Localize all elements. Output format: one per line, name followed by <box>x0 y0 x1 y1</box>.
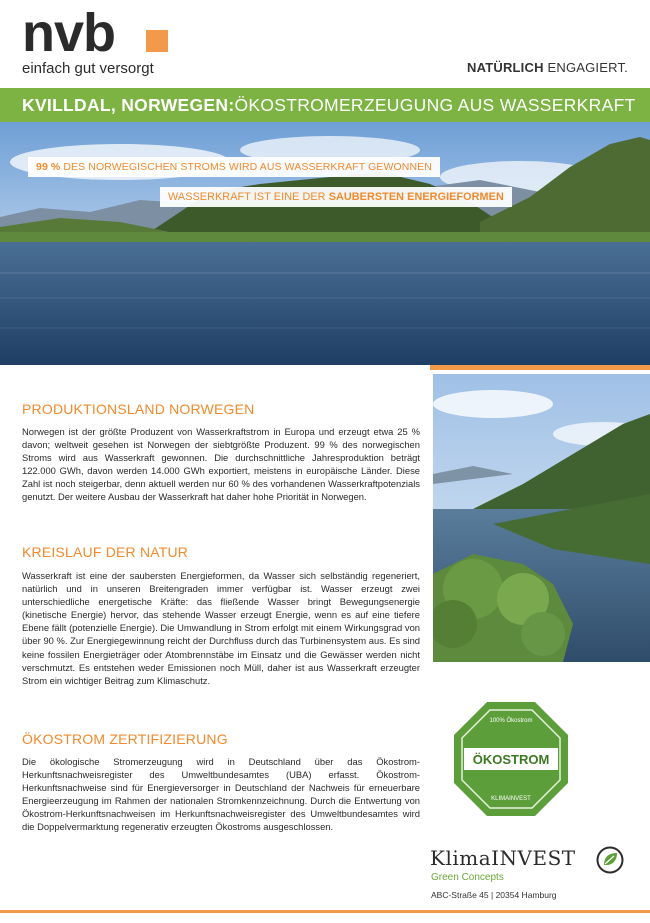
section-body-production: Norwegen ist der größte Produzent von Wasserkraftstrom in Europa und erzeugt etwa 25 % davon; weltweit gesehen ist Norwegen der siebtgrößte Produzent. 99 % des norwegischen Stroms wird aus Wasserkraft gewonnen. Die durchschnittliche Jahresproduktion beträgt 122.000 GWh, davon werden 14.000 GWh exportiert, meistens in europäische Länder. Diese Zahl ist noch steigerbar, denn aktuell werden nur 60 % des vorhandenen Wasserkraftpotenzials genutzt. Der weitere Ausbau der Wasserkraft hat daher hohe Priorität in Norwegen. <box>22 426 420 503</box>
callout-hydro-share <box>28 157 440 177</box>
title-band <box>0 88 650 122</box>
section-title-production: PRODUKTIONSLAND NORWEGEN <box>22 401 255 417</box>
callout-hydro-share-bold: 99 % <box>36 161 61 173</box>
callout-hydro-share-text: DES NORWEGISCHEN STROMS WIRD AUS WASSERKRAFT GEWONNEN <box>60 161 432 173</box>
nvb-logo: nvb <box>22 3 116 63</box>
klimainvest-address: ABC-Straße 45 | 20354 Hamburg <box>431 890 557 900</box>
seal-top-text: 100% Ökostrom <box>489 718 533 724</box>
section-title-nature-cycle: KREISLAUF DER NATUR <box>22 544 189 560</box>
section-title-certification: ÖKOSTROM ZERTIFIZIERUNG <box>22 731 228 747</box>
callout-cleanest-energy-bold: SAUBERSTEN ENERGIEFORMEN <box>328 191 504 203</box>
orange-separator <box>430 365 650 370</box>
lake-illustration <box>433 374 650 662</box>
callout-cleanest-energy <box>160 187 512 207</box>
title-subject: ÖKOSTROMERZEUGUNG AUS WASSERKRAFT <box>234 94 636 115</box>
klimainvest-sub: Green Concepts <box>431 872 504 883</box>
oekostrom-seal <box>452 700 570 818</box>
logo-square-icon <box>146 30 168 52</box>
title-place: KVILLDAL, NORWEGEN: <box>22 94 235 115</box>
seal-bottom-text: KLIMAINVEST <box>491 796 531 802</box>
engaged-rest: ENGAGIERT. <box>543 60 628 75</box>
engaged-slogan <box>467 60 628 75</box>
section-body-certification: Die ökologische Stromerzeugung wird in Deutschland über das Ökostrom-Herkunftsnachweisregister des Umweltbundesamtes (UBA) erfasst. Ökostrom-Herkunftsnachweise sind für Energieversorger in Deutschland der Nachweis für erneuerbare Energieerzeugung im Rahmen der nationalen Stromkennzeichnung. Durch die Entwertung von Ökostrom-Herkunftsnachweisen im Herkunftsnachweisregister des Umweltbundesamtes wird die Doppelvermarktung regenerativ erzeugten Ökostroms ausgeschlossen. <box>22 756 420 833</box>
seal-octagon-icon <box>452 700 570 818</box>
engaged-bold: NATÜRLICH <box>467 60 544 75</box>
seal-label: ÖKOSTROM <box>472 752 550 767</box>
callout-cleanest-energy-text: WASSERKRAFT IST EINE DER <box>168 191 329 203</box>
klimainvest-leaf-icon <box>596 846 624 874</box>
side-lake-photo <box>433 374 650 662</box>
bottom-orange-line <box>0 910 650 913</box>
klimainvest-name: KlimaINVEST <box>430 846 576 870</box>
section-body-nature-cycle: Wasserkraft ist eine der saubersten Energieformen, da Wasser sich selbständig regeneriert, natürlich und in unseren Breitengraden immer verfügbar ist. Wasser erzeugt zwei unterschiedliche energetische Kräfte: das fließende Wasser bringt Bewegungsenergie (kinetische Energie) hervor, das stehende Wasser erzeugt Energie, wenn es auf eine tiefere Ebene fällt (potenzielle Energie). Die Umwandlung in Strom erfolgt mit einem Wirkungsgrad von über 90 %. Zur Energiegewinnung reicht der Durchfluss durch das Turbinensystem aus. Es sind keine fossilen Energieträger oder Atombrennstäbe im Einsatz und die Gewässer werden nicht verschmutzt. Es entstehen weder Emissionen noch Müll, daher ist aus Wasserkraft erzeugter Strom ein wichtiger Beitrag zum Klimaschutz. <box>22 570 420 686</box>
tagline: einfach gut versorgt <box>22 60 154 77</box>
